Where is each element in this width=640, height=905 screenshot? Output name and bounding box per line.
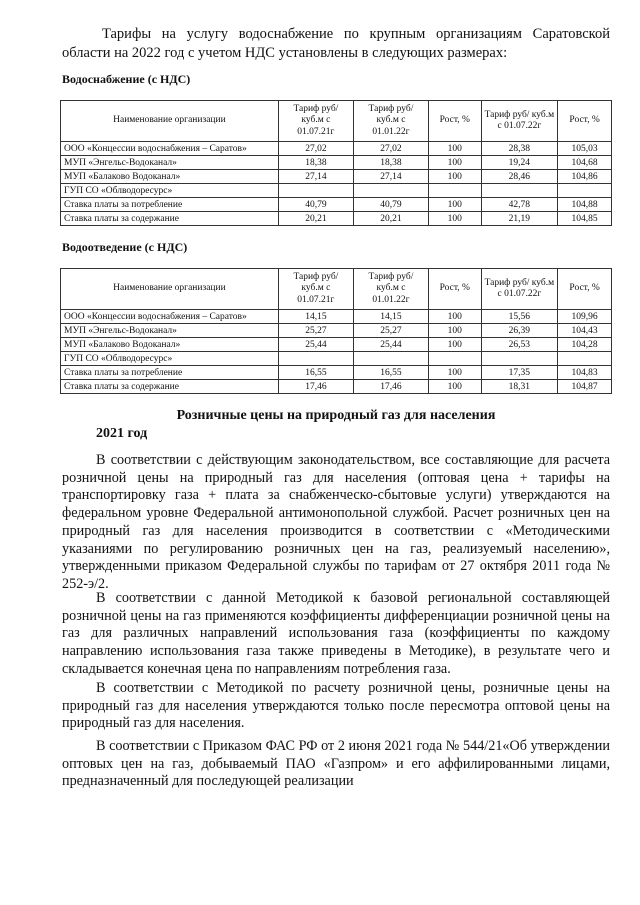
col-header-growth: Рост, % — [429, 269, 482, 310]
col-header-tariff-2201: Тариф руб/ куб.м с 01.01.22г — [353, 269, 428, 310]
tariff-2107: 25,27 — [278, 324, 353, 338]
org-name: ГУП СО «Облводоресурс» — [61, 352, 279, 366]
org-name: МУП «Балаково Водоканал» — [61, 170, 279, 184]
growth-2: 104,88 — [558, 198, 612, 212]
table-row — [61, 338, 612, 352]
tariff-2201: 25,27 — [353, 324, 428, 338]
tariff-2207: 15,56 — [481, 310, 558, 324]
growth: 100 — [429, 198, 482, 212]
paragraph-1: В соответствии с действующим законодательством, все составляющие для расчета розничной цены на природный газ для населения (оптовая цена + тарифы на транспортировку газа + плата за снабженческо-сбытовые услуги) утверждаются на федеральном уровне Федеральной антимонопольной службой. Расчет розничных цен на природный газ для населения производится в соответствии с «Методическими указаниями по регулированию розничных цен на газ, реализуемый населению», утвержденными приказом Федеральной службы по тарифам от 27 октября 2011 года № 252-э/2. — [62, 452, 610, 592]
col-header-growth-2: Рост, % — [558, 101, 612, 142]
col-header-growth: Рост, % — [429, 101, 482, 142]
growth: 100 — [429, 366, 482, 380]
growth-2: 105,03 — [558, 142, 612, 156]
table-row — [61, 310, 612, 324]
col-header-tariff-2207: Тариф руб/ куб.м с 01.07.22г — [481, 269, 558, 310]
table-row — [61, 156, 612, 170]
tariff-2201: 17,46 — [353, 380, 428, 394]
tariff-2107: 40,79 — [278, 198, 353, 212]
table-row — [61, 184, 612, 198]
col-header-tariff-2107: Тариф руб/ куб.м с 01.07.21г — [278, 269, 353, 310]
growth — [429, 184, 482, 198]
water-supply-table — [60, 100, 612, 226]
growth: 100 — [429, 142, 482, 156]
tariff-2201: 25,44 — [353, 338, 428, 352]
paragraph-3: В соответствии с Методикой по расчету розничной цены, розничные цены на природный газ для населения утверждаются только после пересмотра оптовой цены на природный газ для населения. — [62, 680, 610, 732]
table-row — [61, 212, 612, 226]
tariff-2201 — [353, 352, 428, 366]
drainage-table — [60, 268, 612, 394]
tariff-2201: 20,21 — [353, 212, 428, 226]
growth: 100 — [429, 380, 482, 394]
paragraph-2: В соответствии с данной Методикой к базовой региональной составляющей розничной цены на газ применяются коэффициенты дифференциации розничной цены на газ для различных направлений использования газа (коэффициенты по каждому направлению использования газа также приведены в Методике), в результате чего и складывается конечная цена по направлениям потребления газа. — [62, 590, 610, 677]
growth-2: 104,85 — [558, 212, 612, 226]
tariff-2107: 16,55 — [278, 366, 353, 380]
intro-text: Тарифы на услугу водоснабжение по крупным организациям Саратовской области на 2022 год с учетом НДС установлены в следующих размерах: — [62, 25, 610, 61]
org-name: ООО «Концессии водоснабжения – Саратов» — [61, 142, 279, 156]
org-name: МУП «Энгельс-Водоканал» — [61, 156, 279, 170]
tariff-2207: 17,35 — [481, 366, 558, 380]
tariff-2207: 19,24 — [481, 156, 558, 170]
gas-year: 2021 год — [96, 426, 148, 441]
table-row — [61, 352, 612, 366]
tariff-2201 — [353, 184, 428, 198]
growth-2: 104,43 — [558, 324, 612, 338]
paragraph-4: В соответствии с Приказом ФАС РФ от 2 июня 2021 года № 544/21«Об утверждении оптовых цен на газ, добываемый ПАО «Газпром» и его аффилированными лицами, предназначенный для последующей реализации — [62, 738, 610, 790]
tariff-2207: 21,19 — [481, 212, 558, 226]
tariff-2107: 17,46 — [278, 380, 353, 394]
growth: 100 — [429, 324, 482, 338]
tariff-2201: 27,14 — [353, 170, 428, 184]
tariff-2107: 14,15 — [278, 310, 353, 324]
tariff-2201: 18,38 — [353, 156, 428, 170]
growth: 100 — [429, 212, 482, 226]
org-name: МУП «Энгельс-Водоканал» — [61, 324, 279, 338]
org-name: Ставка платы за потребление — [61, 366, 279, 380]
tariff-2207: 18,31 — [481, 380, 558, 394]
growth-2: 104,68 — [558, 156, 612, 170]
gas-heading: Розничные цены на природный газ для населения — [176, 408, 496, 423]
tariff-2207: 42,78 — [481, 198, 558, 212]
col-header-tariff-2107: Тариф руб/ куб.м с 01.07.21г — [278, 101, 353, 142]
tariff-2107: 25,44 — [278, 338, 353, 352]
growth: 100 — [429, 310, 482, 324]
org-name: Ставка платы за содержание — [61, 380, 279, 394]
growth: 100 — [429, 156, 482, 170]
col-header-growth-2: Рост, % — [558, 269, 612, 310]
tariff-2207: 28,38 — [481, 142, 558, 156]
growth-2 — [558, 184, 612, 198]
table-row — [61, 324, 612, 338]
table-row — [61, 170, 612, 184]
tariff-2107 — [278, 352, 353, 366]
growth: 100 — [429, 170, 482, 184]
drainage-title: Водоотведение (с НДС) — [62, 240, 188, 254]
table-row — [61, 198, 612, 212]
tariff-2207: 26,39 — [481, 324, 558, 338]
org-name: ООО «Концессии водоснабжения – Саратов» — [61, 310, 279, 324]
col-header-name: Наименование организации — [61, 269, 279, 310]
tariff-2107: 18,38 — [278, 156, 353, 170]
tariff-2107: 27,14 — [278, 170, 353, 184]
tariff-2201: 16,55 — [353, 366, 428, 380]
tariff-2201: 40,79 — [353, 198, 428, 212]
table-row — [61, 366, 612, 380]
org-name: Ставка платы за потребление — [61, 198, 279, 212]
tariff-2107: 20,21 — [278, 212, 353, 226]
org-name: Ставка платы за содержание — [61, 212, 279, 226]
tariff-2207 — [481, 184, 558, 198]
table-row — [61, 142, 612, 156]
col-header-name: Наименование организации — [61, 101, 279, 142]
tariff-2207: 26,53 — [481, 338, 558, 352]
col-header-tariff-2207: Тариф руб/ куб.м с 01.07.22г — [481, 101, 558, 142]
org-name: ГУП СО «Облводоресурс» — [61, 184, 279, 198]
tariff-2207 — [481, 352, 558, 366]
table-row — [61, 380, 612, 394]
tariff-2107: 27,02 — [278, 142, 353, 156]
col-header-tariff-2201: Тариф руб/ куб.м с 01.01.22г — [353, 101, 428, 142]
tariff-2201: 27,02 — [353, 142, 428, 156]
water-supply-title: Водоснабжение (с НДС) — [62, 72, 191, 86]
org-name: МУП «Балаково Водоканал» — [61, 338, 279, 352]
growth: 100 — [429, 338, 482, 352]
tariff-2201: 14,15 — [353, 310, 428, 324]
growth-2 — [558, 352, 612, 366]
growth-2: 104,28 — [558, 338, 612, 352]
tariff-2107 — [278, 184, 353, 198]
growth-2: 104,83 — [558, 366, 612, 380]
growth — [429, 352, 482, 366]
growth-2: 104,87 — [558, 380, 612, 394]
tariff-2207: 28,46 — [481, 170, 558, 184]
growth-2: 104,86 — [558, 170, 612, 184]
growth-2: 109,96 — [558, 310, 612, 324]
